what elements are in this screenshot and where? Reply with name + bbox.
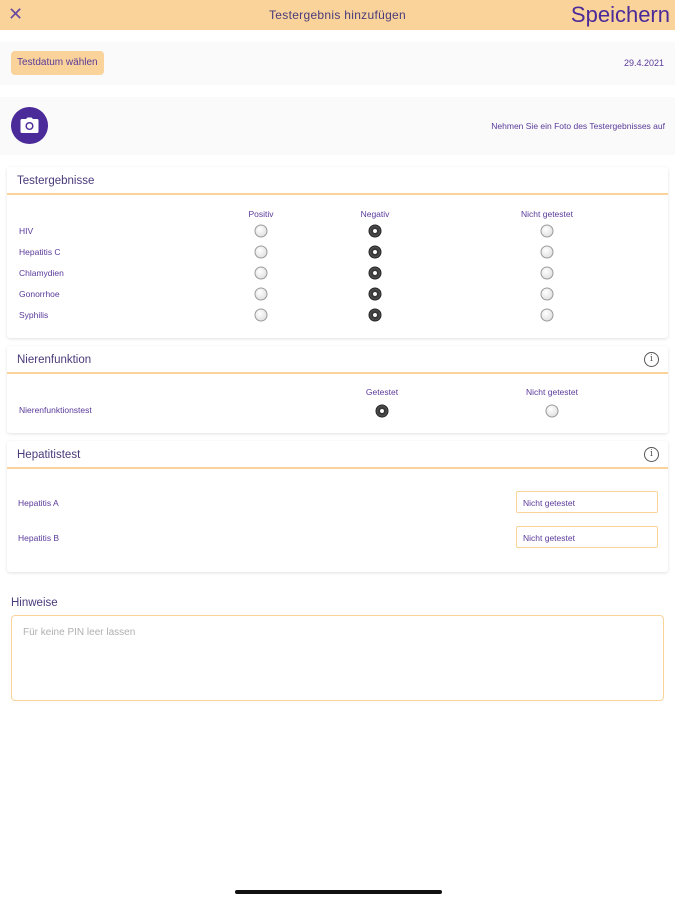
result-radio[interactable] [369,267,382,280]
test-results-title: Testergebnisse [17,175,95,187]
row-label: Gonorrhoe [19,289,60,299]
result-radio[interactable] [541,267,554,280]
result-radio[interactable] [541,246,554,259]
save-button[interactable]: Speichern [570,2,670,27]
result-radio[interactable] [541,288,554,301]
hepatitis-b-label: Hepatitis B [18,533,60,543]
hepatitis-b-select[interactable]: Nicht getestet [516,526,658,548]
result-radio[interactable] [255,267,268,280]
hepatitis-a-select[interactable]: Nicht getestet [516,491,658,513]
hepatitis-card [7,441,668,572]
row-label: Syphilis [19,310,49,320]
kidney-radio-tested[interactable] [376,405,389,418]
row-label: Hepatitis C [19,247,61,257]
result-radio[interactable] [541,309,554,322]
column-header: Negativ [360,209,390,219]
result-radio[interactable] [541,225,554,238]
photo-hint: Nehmen Sie ein Foto des Testergebnisses auf [491,121,665,131]
result-radio[interactable] [255,288,268,301]
kidney-header [7,346,668,374]
result-radio[interactable] [255,225,268,238]
column-header: Positiv [248,209,274,219]
notes-input[interactable] [11,615,664,701]
hepatitis-header [7,441,668,469]
date-section [0,42,675,85]
top-bar [0,0,675,30]
page-title: Testergebnis hinzufügen [269,8,406,22]
row-label: Chlamydien [19,268,64,278]
row-label: Nierenfunktionstest [19,405,92,415]
result-radio[interactable] [369,288,382,301]
choose-date-button[interactable]: Testdatum wählen [11,51,104,75]
kidney-radio-not-tested[interactable] [546,405,559,418]
hepatitis-title: Hepatitistest [17,449,81,461]
kidney-card [7,346,668,433]
row-label: HIV [19,226,34,236]
test-date-value: 29.4.2021 [623,58,664,68]
result-radio[interactable] [369,246,382,259]
test-results-card [7,167,668,338]
info-icon[interactable]: i [644,447,659,462]
kidney-title: Nierenfunktion [17,354,92,366]
result-radio[interactable] [255,309,268,322]
result-radio[interactable] [255,246,268,259]
notes-label: Hinweise [11,597,58,609]
result-radio[interactable] [369,225,382,238]
hepatitis-a-label: Hepatitis A [18,498,59,508]
close-icon[interactable]: ✕ [8,4,24,24]
column-header: Nicht getestet [521,209,573,219]
column-header: Getestet [365,387,399,397]
home-indicator[interactable] [235,890,442,894]
camera-icon [20,117,39,134]
column-header: Nicht getestet [526,387,578,397]
test-results-header [7,167,668,195]
result-radio[interactable] [369,309,382,322]
info-icon[interactable]: i [644,352,659,367]
camera-button[interactable] [11,107,48,144]
photo-section [0,97,675,155]
